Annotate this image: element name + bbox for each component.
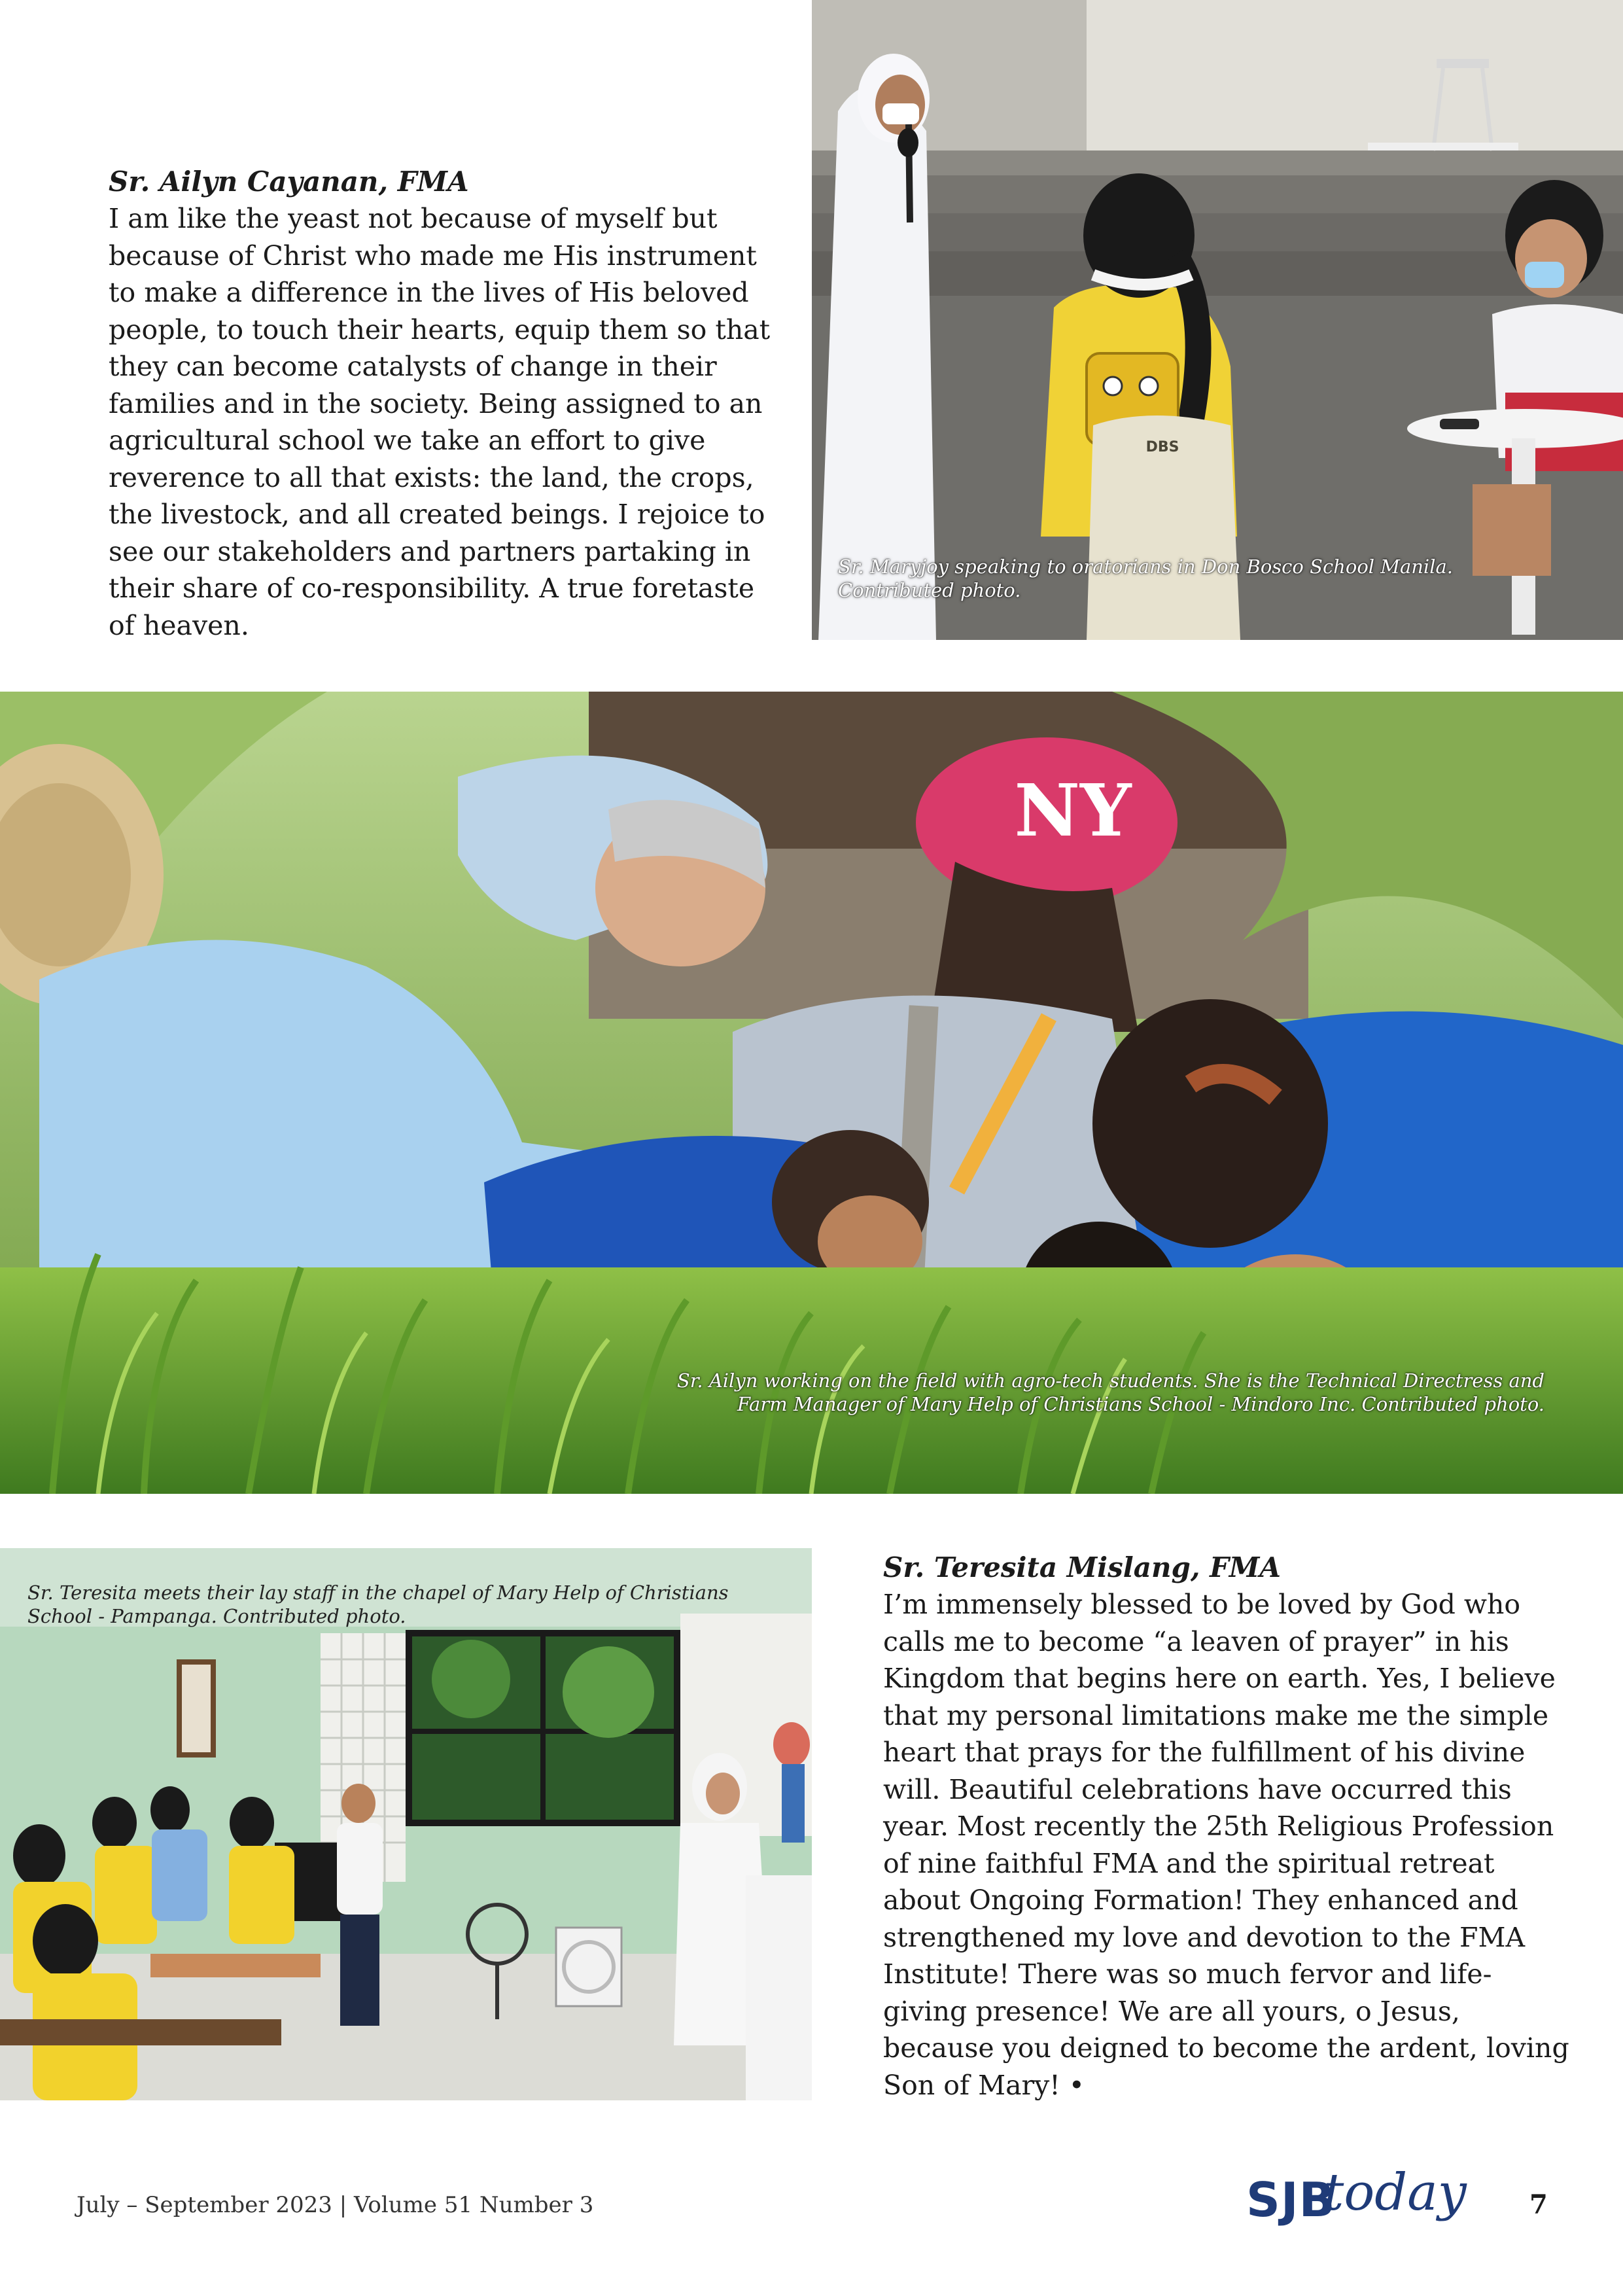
author-name: Sr. Ailyn Cayanan, FMA xyxy=(109,166,469,198)
page-number: 7 xyxy=(1529,2189,1548,2220)
text-line: reverence to all that exists: the land, the crops, xyxy=(109,461,754,493)
text-line: I am like the yeast not because of myself but xyxy=(109,203,718,234)
caption-line: School - Pampanga. Contributed photo. xyxy=(27,1605,406,1627)
caption-line: Sr. Maryjoy speaking to oratorians in Don Bosco School Manila. xyxy=(838,556,1453,578)
text-line: Kingdom that begins here on earth. Yes, I believe xyxy=(883,1663,1556,1694)
text-line: families and in the society. Being assigned to an xyxy=(109,387,763,419)
text-line: the livestock, and all created beings. I rejoice to xyxy=(109,499,765,530)
text-line: will. Beautiful celebrations have occurred this xyxy=(883,1773,1512,1805)
text-line: of nine faithful FMA and the spiritual retreat xyxy=(883,1847,1495,1879)
logo-today-text: today xyxy=(1323,2163,1467,2222)
photo-oratorians-illustration xyxy=(812,0,1623,640)
text-line: strengthened my love and devotion to the FMA xyxy=(883,1921,1526,1953)
text-line: I’m immensely blessed to be loved by God who xyxy=(883,1589,1521,1620)
text-line: they can become catalysts of change in their xyxy=(109,351,717,382)
issue-info: July – September 2023 | Volume 51 Number 3 xyxy=(77,2192,594,2218)
text-line: because of Christ who made me His instrument xyxy=(109,239,757,272)
photo-chapel-caption xyxy=(27,1581,799,1628)
text-line: giving presence! We are all yours, o Jesus, xyxy=(883,1995,1460,2027)
text-line: their share of co-responsibility. A true foretaste xyxy=(109,573,755,604)
photo-chapel-illustration xyxy=(0,1548,812,2100)
text-line: year. Most recently the 25th Religious Profession xyxy=(883,1810,1554,1842)
caption-line: Farm Manager of Mary Help of Christians School - Mindoro Inc. Contributed photo. xyxy=(737,1393,1544,1415)
author-name: Sr. Teresita Mislang, FMA xyxy=(883,1551,1281,1583)
caption-line: Contributed photo. xyxy=(838,579,1021,601)
text-line: about Ongoing Formation! They enhanced and xyxy=(883,1884,1518,1916)
caption-line: Sr. Ailyn working on the field with agro-tech students. She is the Technical Directress and xyxy=(676,1369,1544,1392)
text-line: see our stakeholders and partners partaking in xyxy=(109,535,751,567)
photo-chapel xyxy=(0,1548,812,2100)
photo-oratorians xyxy=(812,0,1623,640)
text-line: people, to touch their hearts, equip them so that xyxy=(109,313,771,345)
photo-oratorians-caption xyxy=(838,555,1610,602)
logo-sjb-text: SJB xyxy=(1246,2172,1336,2227)
text-line: that my personal limitations make me the simple xyxy=(883,1699,1549,1731)
sjb-today-logo xyxy=(1246,2159,1482,2244)
article-text xyxy=(883,1586,1596,2104)
cap-logo: NY xyxy=(1014,768,1132,853)
story-teresita xyxy=(883,1549,1596,2104)
text-line: of heaven. xyxy=(109,609,249,641)
story-ailyn xyxy=(109,164,802,644)
text-line: agricultural school we take an effort to give xyxy=(109,425,706,456)
text-line: because you deigned to become the ardent, loving xyxy=(883,2032,1569,2064)
text-line: calls me to become “a leaven of prayer” in his xyxy=(883,1625,1509,1657)
text-line: heart that prays for the fulfillment of his divine xyxy=(883,1737,1526,1768)
text-line: to make a difference in the lives of His beloved xyxy=(109,277,749,308)
photo-field-caption xyxy=(563,1369,1544,1416)
caption-line: Sr. Teresita meets their lay staff in the chapel of Mary Help of Christians xyxy=(27,1581,729,1604)
photo-field xyxy=(0,692,1623,1494)
text-line: Institute! There was so much fervor and life- xyxy=(883,1958,1492,1990)
article-text xyxy=(109,200,802,644)
chair-label: DBS xyxy=(1145,439,1179,455)
text-line: Son of Mary! • xyxy=(883,2069,1085,2101)
